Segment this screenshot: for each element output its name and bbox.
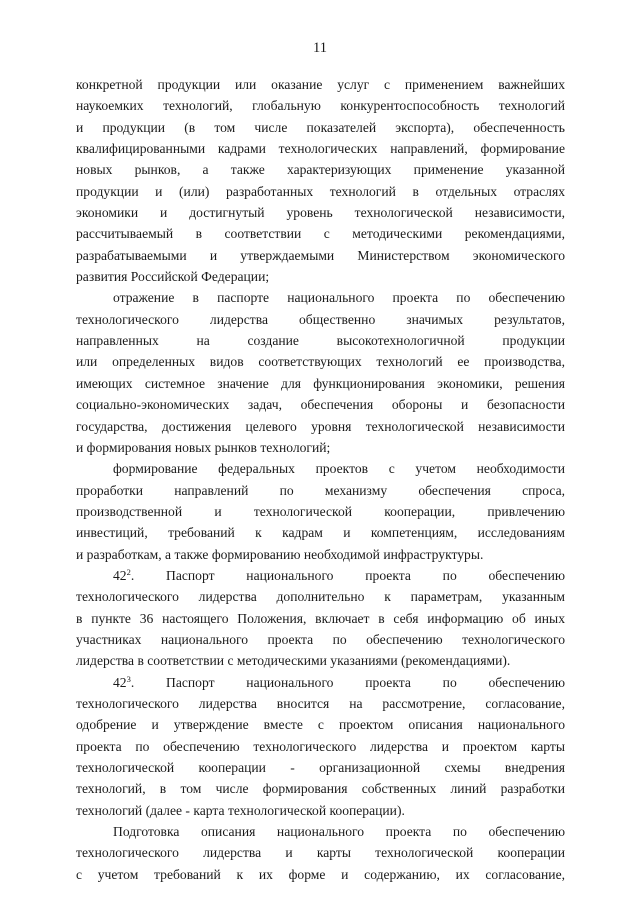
line-text: . Паспорт национального проекта по обеспечению	[130, 567, 565, 583]
text-line: развития Российской Федерации;	[76, 269, 270, 285]
clause-number-superscript: 3	[126, 673, 131, 684]
text-line: наукоемких технологий, глобальную конкурентоспособность технологий	[76, 98, 565, 114]
line-text: . Паспорт национального проекта по обеспечению	[130, 674, 565, 690]
clause-number: 42	[113, 674, 127, 690]
text-line: проработки направлений по механизму обеспечения спроса,	[76, 482, 565, 498]
text-line: технологического лидерства дополнительно к параметрам, указанным	[76, 589, 565, 605]
text-line: одобрение и утверждение вместе с проектом описания национального	[76, 717, 565, 733]
text-line: отражение в паспорте национального проекта по обеспечению	[113, 290, 565, 306]
text-line: технологического лидерства и карты технологической кооперации	[76, 845, 565, 861]
text-line: с учетом требований к их форме и содержанию, их согласование,	[76, 866, 565, 882]
text-line: Подготовка описания национального проекта по обеспечению	[113, 824, 565, 840]
text-line: инвестиций, требований к кадрам и компетенциям, исследованиям	[76, 525, 565, 541]
text-line: квалифицированными кадрами технологических направлений, формирование	[76, 141, 565, 157]
text-line: технологического лидерства вносится на рассмотрение, согласование,	[76, 695, 565, 711]
text-line: конкретной продукции или оказание услуг с применением важнейших	[76, 77, 565, 92]
text-line: социально-экономических задач, обеспечения обороны и безопасности	[76, 397, 565, 413]
text-line: и формирования новых рынков технологий;	[76, 439, 331, 455]
clause-number-superscript: 2	[126, 566, 131, 577]
text-line: технологической кооперации - организационной схемы внедрения	[76, 760, 565, 775]
clause-number: 42	[113, 567, 127, 583]
text-line: рассчитываемый в соответствии с методическими рекомендациями,	[76, 226, 565, 242]
text-line: участниках национального проекта по обеспечению технологического	[76, 631, 565, 647]
body-text	[76, 74, 565, 885]
text-line: разрабатываемыми и утверждаемыми Министерством экономического	[76, 247, 565, 263]
text-line: государства, достижения целевого уровня технологической независимости	[76, 418, 565, 434]
text-line: проекта по обеспечению технологического лидерства и проектом карты	[76, 738, 565, 754]
text-line: направленных на создание высокотехнологичной продукции	[76, 333, 565, 349]
text-line: и разработкам, а также формированию необходимой инфраструктуры.	[76, 546, 484, 562]
text-line: продукции и (или) разработанных технологий в отдельных отраслях	[76, 183, 565, 199]
text-line: экономики и достигнутый уровень технологической независимости,	[76, 205, 565, 221]
page-number: 11	[313, 40, 327, 56]
text-line: и продукции (в том числе показателей экспорта), обеспеченность	[76, 119, 565, 135]
text-line: лидерства в соответствии с методическими указаниями (рекомендациями).	[76, 653, 511, 669]
text-line: новых рынков, а также характеризующих применение указанной	[76, 162, 565, 178]
text-line: в пункте 36 настоящего Положения, включает в себя информацию об иных	[76, 610, 565, 626]
text-line: технологий, в том числе формирования собственных линий разработки	[76, 781, 565, 797]
text-line: технологий (далее - карта технологической кооперации).	[76, 802, 405, 818]
text-line	[76, 565, 565, 586]
text-line: производственной и технологической кооперации, привлечению	[76, 503, 565, 519]
text-line	[76, 672, 565, 693]
text-line: или определенных видов соответствующих технологий ее производства,	[76, 354, 565, 370]
text-line: формирование федеральных проектов с учетом необходимости	[113, 461, 565, 477]
text-line: технологического лидерства общественно значимых результатов,	[76, 311, 565, 327]
text-line: имеющих системное значение для функционирования экономики, решения	[76, 375, 565, 391]
